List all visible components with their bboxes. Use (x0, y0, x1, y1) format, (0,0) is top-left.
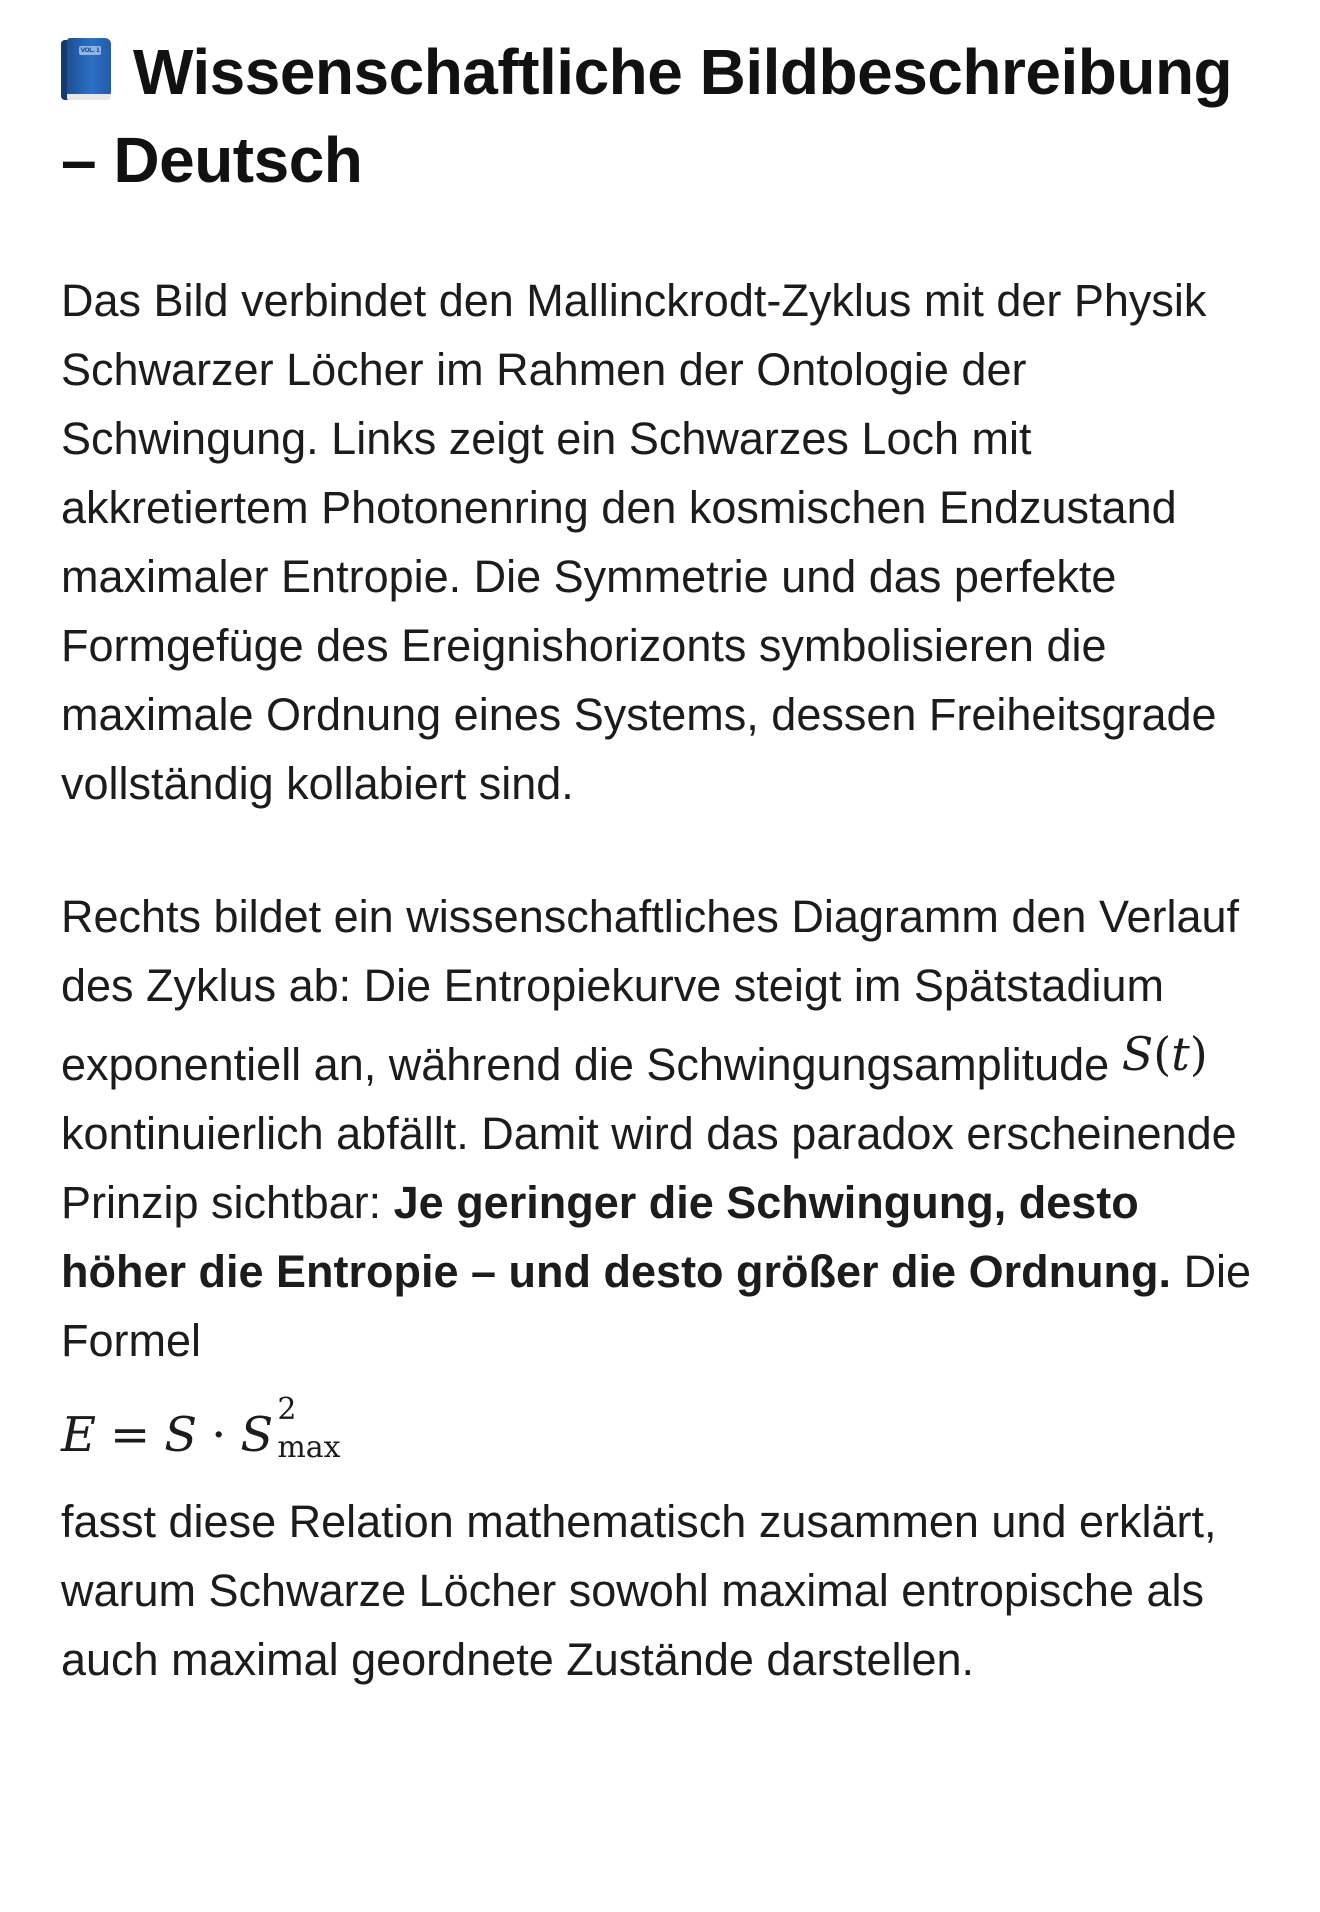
formula-block (61, 1393, 1261, 1477)
paragraph-intro: Das Bild verbindet den Mallinckrodt-Zyklus mit der Physik Schwarzer Löcher im Rahmen der Ontologie der Schwingung. Links zeigt ein Schwarzes Loch mit akkretiertem Photonenring den kosmischen Endzustand maximaler Entropie. Die Symmetrie und das perfekte Formgefüge des Ereignishorizonts symbolisieren die maximale Ordnung eines Systems, dessen Freiheitsgrade vollständig kollabiert sind. (61, 275, 1217, 809)
math-paren-close: ) (1189, 1027, 1208, 1081)
paragraph-diagram (61, 882, 1261, 1375)
blue-book-icon (61, 38, 111, 100)
paragraph-conclusion: fasst diese Relation mathematisch zusammen und erklärt, warum Schwarze Löcher sowohl maximal entropische als auch maximal geordnete Zustände darstellen. (61, 1496, 1217, 1685)
paragraph-diagram-text-1: Rechts bildet ein wissenschaftliches Diagramm den Verlauf des Zyklus ab: Die Entropiekurve steigt im Spätstadium exponentiell an, während die Schwingungsamplitude (61, 891, 1240, 1090)
paragraph-diagram-text-2: kontinuierlich abfällt. Damit wird das paradox erscheinende Prinzip sichtbar: (61, 1108, 1237, 1228)
math-var-s: S (1121, 1027, 1154, 1081)
formula-s-max: S (240, 1407, 274, 1463)
paragraph-diagram-text-3: Die Formel (61, 1246, 1252, 1366)
math-paren-open: ( (1153, 1027, 1172, 1081)
formula-superscript: 2 (277, 1392, 297, 1427)
formula-lhs: E (61, 1407, 97, 1463)
formula-dot: · (211, 1407, 227, 1463)
key-principle-bold: Je geringer die Schwingung, desto höher die Entropie – und desto größer die Ordnung. (61, 1177, 1172, 1297)
book-icon-label: VOL. 1 (80, 47, 100, 54)
formula-subscript: max (277, 1430, 341, 1465)
inline-math-amplitude (1122, 1027, 1208, 1081)
formula-equals: = (110, 1407, 151, 1463)
page-title (61, 28, 1261, 204)
formula-scripts (275, 1392, 367, 1465)
formula-s: S (164, 1407, 198, 1463)
page-title-text: Wissenschaftliche Bildbeschreibung – Deutsch (61, 36, 1233, 196)
document (61, 28, 1261, 1694)
math-var-t: t (1171, 1027, 1190, 1081)
